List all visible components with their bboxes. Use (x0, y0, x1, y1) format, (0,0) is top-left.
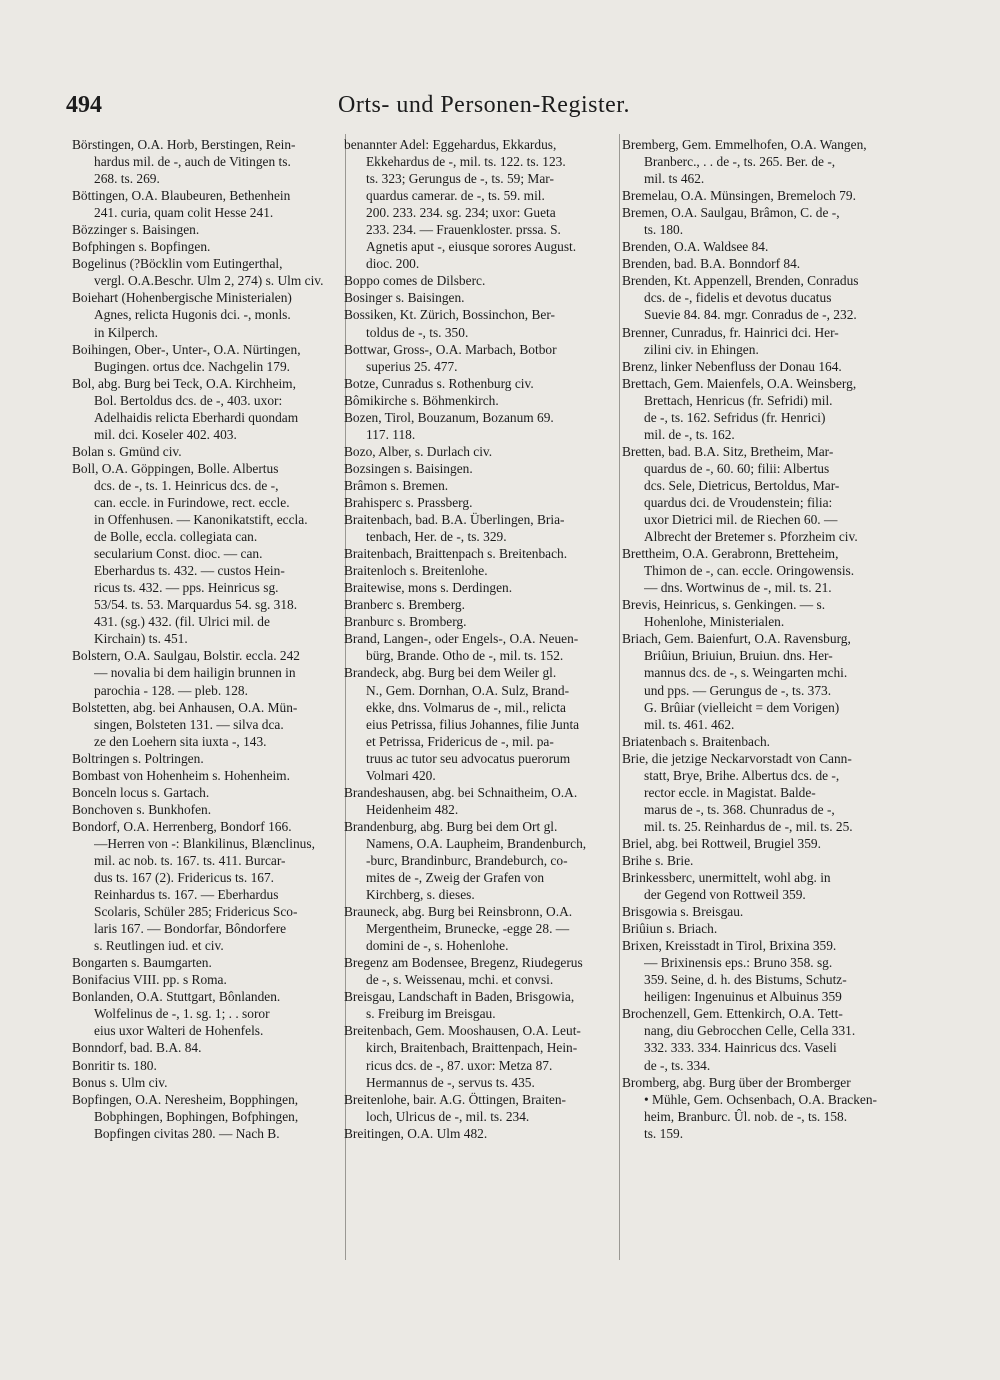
index-entry-line: dioc. 200. (366, 256, 420, 272)
index-entry-line: vergl. O.A.Beschr. Ulm 2, 274) s. Ulm civ. (94, 273, 324, 289)
index-entry (72, 647, 340, 698)
index-entry-line: Bossiken, Kt. Zürich, Bossinchon, Ber- (344, 307, 555, 323)
index-entry-line: Brenden, Kt. Appenzell, Brenden, Conradus (622, 273, 859, 289)
index-entry-line: Brenden, bad. B.A. Bonndorf 84. (622, 256, 801, 272)
index-entry-line: Brahisperc s. Prassberg. (344, 494, 473, 510)
index-entry (622, 937, 912, 1005)
index-entry (72, 136, 340, 187)
index-entry-line: quardus dci. de Vroudenstein; filia: (644, 494, 833, 510)
index-entry-line: heim, Branburc. Ûl. nob. de -, ts. 158. (644, 1108, 848, 1124)
index-entry-line: Breitingen, O.A. Ulm 482. (344, 1125, 488, 1141)
index-entry (344, 375, 614, 392)
index-entry-line: ts. 159. (644, 1125, 684, 1141)
index-entry-line: ze den Loehern sita iuxta -, 143. (94, 733, 267, 749)
index-entry (72, 443, 340, 460)
index-entry-line: in Offenhusen. — Kanonikatstift, eccla. (94, 512, 308, 528)
index-entry-line: dus ts. 167 (2). Fridericus ts. 167. (94, 870, 275, 886)
index-entry-line: Bonndorf, bad. B.A. 84. (72, 1040, 202, 1056)
index-entry (622, 324, 912, 358)
index-entry (72, 699, 340, 750)
index-entry (72, 1074, 340, 1091)
index-entry (344, 409, 614, 443)
page-header (66, 92, 932, 126)
index-entry (72, 238, 340, 255)
index-entry (344, 136, 614, 272)
index-entry-line: Bolstern, O.A. Saulgau, Bolstir. eccla. 242 (72, 648, 300, 664)
index-entry-line: Brenz, linker Nebenfluss der Donau 164. (622, 358, 842, 374)
index-column-right (622, 136, 912, 1142)
index-entry-line: s. Freiburg im Breisgau. (366, 1006, 496, 1022)
index-entry-line: Briel, abg. bei Rottweil, Brugiel 359. (622, 835, 821, 851)
index-entry-line: 241. curia, quam colit Hesse 241. (94, 205, 274, 221)
index-entry-line: benannter Adel: Eggehardus, Ekkardus, (344, 137, 557, 152)
index-entry-line: mil. ts 462. (644, 171, 705, 187)
index-entry (622, 903, 912, 920)
index-entry-line: Wolfelinus de -, 1. sg. 1; . . soror (94, 1006, 270, 1022)
index-entry-line: in Kilperch. (94, 324, 158, 340)
index-entry-line: Brie, die jetzige Neckarvorstadt von Cann- (622, 750, 852, 766)
index-entry (622, 920, 912, 937)
index-entry-line: hardus mil. de -, auch de Vitingen ts. (94, 154, 291, 170)
index-entry-line: Bonceln locus s. Gartach. (72, 784, 210, 800)
index-entry (344, 494, 614, 511)
index-entry-line: N., Gem. Dornhan, O.A. Sulz, Brand- (366, 682, 570, 698)
index-entry-line: Bremelau, O.A. Münsingen, Bremeloch 79. (622, 188, 856, 204)
index-entry-line: Reinhardus ts. 167. — Eberhardus (94, 887, 279, 903)
index-entry-line: marus de -, ts. 368. Chunradus de -, (644, 801, 835, 817)
index-entry-line: Brettach, Gem. Maienfels, O.A. Weinsberg, (622, 375, 857, 391)
index-entry (72, 460, 340, 648)
index-entry-line: Brinkessberc, unermittelt, wohl abg. in (622, 870, 831, 886)
index-entry (344, 562, 614, 579)
index-entry-line: bürg, Brande. Otho de -, mil. ts. 152. (366, 648, 564, 664)
index-entry-line: Bolan s. Gmünd civ. (72, 443, 182, 459)
index-entry-line: Brandenburg, abg. Burg bei dem Ort gl. (344, 818, 558, 834)
index-entry-line: Boltringen s. Poltringen. (72, 750, 204, 766)
index-entry (344, 341, 614, 375)
index-entry-line: Bonritir ts. 180. (72, 1057, 157, 1073)
index-entry-line: nang, diu Gebrocchen Celle, Cella 331. (644, 1023, 856, 1039)
index-entry-line: toldus de -, ts. 350. (366, 324, 469, 340)
index-entry (344, 306, 614, 340)
index-entry-line: quardus camerar. de -, ts. 59. mil. (366, 188, 545, 204)
index-entry-line: -burc, Brandinburc, Brandeburch, co- (366, 852, 568, 868)
index-entry-line: de Bolle, eccla. collegiata can. (94, 529, 258, 545)
index-entry (344, 613, 614, 630)
index-entry (622, 255, 912, 272)
index-entry-line: Bremberg, Gem. Emmelhofen, O.A. Wangen, (622, 137, 867, 152)
index-entry-line: — Brixinensis eps.: Bruno 358. sg. (644, 955, 833, 971)
index-entry (72, 784, 340, 801)
index-entry (72, 954, 340, 971)
index-entry (72, 341, 340, 375)
index-entry-line: Bogelinus (?Böcklin vom Eutingerthal, (72, 256, 283, 272)
index-entry-line: Breisgau, Landschaft in Baden, Brisgowia, (344, 989, 575, 1005)
index-entry (72, 187, 340, 221)
index-entry-line: uxor Dietrici mil. de Riechen 60. — (644, 512, 838, 528)
index-entry-line: Braitewise, mons s. Derdingen. (344, 580, 513, 596)
index-entry-line: domini de -, s. Hohenlohe. (366, 938, 509, 954)
index-entry (622, 1005, 912, 1073)
index-entry-line: Brettheim, O.A. Gerabronn, Bretteheim, (622, 546, 839, 562)
index-entry-line: Kirchain) ts. 451. (94, 631, 188, 647)
index-entry-line: ricus dcs. de -, 87. uxor: Metza 87. (366, 1057, 553, 1073)
index-entry-line: Bolstetten, abg. bei Anhausen, O.A. Mün- (72, 699, 298, 715)
index-entry-line: Bol, abg. Burg bei Teck, O.A. Kirchheim, (72, 375, 296, 391)
index-entry-line: Namens, O.A. Laupheim, Brandenburch, (366, 835, 587, 851)
index-entry (344, 630, 614, 664)
index-entry (344, 1022, 614, 1090)
index-entry-line: Brandeshausen, abg. bei Schnaitheim, O.A. (344, 784, 578, 800)
index-entry-line: Boppo comes de Dilsberc. (344, 273, 486, 289)
index-entry-line: Bômikirche s. Böhmenkirch. (344, 392, 499, 408)
index-entry-line: Böttingen, O.A. Blaubeuren, Bethenhein (72, 188, 291, 204)
index-entry-line: Brixen, Kreisstadt in Tirol, Brixina 359. (622, 938, 837, 954)
index-entry (344, 954, 614, 988)
index-entry-line: Mergentheim, Brunecke, -egge 28. — (366, 921, 570, 937)
index-entry (344, 988, 614, 1022)
index-entry (622, 272, 912, 323)
index-entry (72, 221, 340, 238)
index-entry (622, 835, 912, 852)
index-entry-line: G. Brûiar (vielleicht = dem Vorigen) (644, 699, 840, 715)
index-entry-line: singen, Bolsteten 131. — silva dca. (94, 716, 284, 732)
index-entry (344, 579, 614, 596)
index-entry-line: Bonlanden, O.A. Stuttgart, Bônlanden. (72, 989, 281, 1005)
index-entry (622, 187, 912, 204)
index-entry-line: zilini civ. in Ehingen. (644, 341, 759, 357)
index-entry-line: Kirchberg, s. dieses. (366, 887, 475, 903)
index-entry (622, 443, 912, 545)
index-entry-line: Branberc s. Bremberg. (344, 597, 465, 613)
index-entry-line: Adelhaidis relicta Eberhardi quondam (94, 409, 299, 425)
index-entry-line: 53/54. ts. 53. Marquardus 54. sg. 318. (94, 597, 298, 613)
index-entry-line: Bretten, bad. B.A. Sitz, Bretheim, Mar- (622, 443, 834, 459)
index-entry-line: ricus ts. 432. — pps. Heinricus sg. (94, 580, 279, 596)
index-entry-line: ts. 323; Gerungus de -, ts. 59; Mar- (366, 171, 554, 187)
index-entry-line: Eberhardus ts. 432. — custos Hein- (94, 563, 285, 579)
index-entry-line: Brevis, Heinricus, s. Genkingen. — s. (622, 597, 826, 613)
index-entry-line: dcs. de -, fidelis et devotus ducatus (644, 290, 832, 306)
index-entry (72, 801, 340, 818)
index-entry (344, 545, 614, 562)
index-entry-line: 431. (sg.) 432. (fil. Ulrici mil. de (94, 614, 270, 630)
index-entry-line: Braitenloch s. Breitenlohe. (344, 563, 488, 579)
index-entry-line: Bofphingen s. Bopfingen. (72, 239, 211, 255)
index-entry (622, 596, 912, 630)
index-entry (72, 767, 340, 784)
index-entry-line: und pps. — Gerungus de -, ts. 373. (644, 682, 832, 698)
index-entry-line: Bromberg, abg. Burg über der Bromberger (622, 1074, 851, 1090)
index-entry-line: 117. 118. (366, 426, 416, 442)
index-entry-line: Boiehart (Hohenbergische Ministerialen) (72, 290, 292, 306)
index-entry-line: heiligen: Ingenuinus et Albuinus 359 (644, 989, 842, 1005)
index-entry-line: —Herren von -: Blankilinus, Blænclinus, (94, 835, 315, 851)
index-entry (72, 750, 340, 767)
index-entry-line: Brâmon s. Bremen. (344, 477, 449, 493)
index-column-left (72, 136, 340, 1142)
index-entry-line: tenbach, Her. de -, ts. 329. (366, 529, 507, 545)
index-entry-line: Albrecht der Bretemer s. Pforzheim civ. (644, 529, 858, 545)
index-entry-line: 268. ts. 269. (94, 171, 160, 187)
index-entry (72, 818, 340, 954)
index-entry-line: Bondorf, O.A. Herrenberg, Bondorf 166. (72, 818, 292, 834)
index-entry-line: Bozen, Tirol, Bouzanum, Bozanum 69. (344, 409, 554, 425)
index-entry-line: mites de -, Zweig der Grafen von (366, 870, 545, 886)
index-entry (72, 289, 340, 340)
index-entry-line: mil. dci. Koseler 402. 403. (94, 426, 237, 442)
index-entry-line: s. Reutlingen iud. et civ. (94, 938, 224, 954)
index-entry-line: mil. ts. 25. Reinhardus de -, mil. ts. 25. (644, 818, 853, 834)
index-entry-line: Bosinger s. Baisingen. (344, 290, 465, 306)
index-entry (622, 136, 912, 187)
index-entry-line: eius Petrissa, filius Johannes, filie Junta (366, 716, 580, 732)
index-entry-line: Brand, Langen-, oder Engels-, O.A. Neuen- (344, 631, 579, 647)
index-entry (622, 733, 912, 750)
index-entry-line: quardus de -, 60. 60; filii: Albertus (644, 460, 830, 476)
index-entry (344, 818, 614, 903)
index-entry-line: loch, Ulricus de -, mil. ts. 234. (366, 1108, 530, 1124)
index-entry-line: mannus dcs. de -, s. Weingarten mchi. (644, 665, 848, 681)
index-entry-line: mil. ts. 461. 462. (644, 716, 735, 732)
index-entry-line: Breitenlohe, bair. A.G. Öttingen, Braiten- (344, 1091, 567, 1107)
index-entry-line: de -, ts. 162. Sefridus (fr. Henrici) (644, 409, 826, 425)
index-entry (344, 664, 614, 783)
index-entry (72, 1039, 340, 1056)
index-entry (72, 988, 340, 1039)
index-entry-line: ekke, dns. Volmarus de -, mil., relicta (366, 699, 566, 715)
index-entry-line: Brochenzell, Gem. Ettenkirch, O.A. Tett- (622, 1006, 843, 1022)
index-entry (622, 852, 912, 869)
index-entry (344, 784, 614, 818)
index-entry (72, 971, 340, 988)
index-entry-line: Briûiun, Briuiun, Bruiun. dns. Her- (644, 648, 833, 664)
index-entry-line: • Mühle, Gem. Ochsenbach, O.A. Bracken- (644, 1091, 878, 1107)
index-entry (622, 358, 912, 375)
index-entry-line: — novalia bi dem hailigin brunnen in (94, 665, 296, 681)
index-entry-line: laris 167. — Bondorfar, Bôndorfere (94, 921, 287, 937)
index-entry-line: Bonifacius VIII. pp. s Roma. (72, 972, 227, 988)
index-entry-line: Brandeck, abg. Burg bei dem Weiler gl. (344, 665, 557, 681)
index-entry-line: Breitenbach, Gem. Mooshausen, O.A. Leut- (344, 1023, 581, 1039)
index-entry-line: Bongarten s. Baumgarten. (72, 955, 212, 971)
index-entry-line: Botze, Cunradus s. Rothenburg civ. (344, 375, 534, 391)
column-rule (619, 134, 620, 1260)
index-entry-line: Bobphingen, Bophingen, Bofphingen, (94, 1108, 299, 1124)
index-entry-line: Bozo, Alber, s. Durlach civ. (344, 443, 493, 459)
index-entry (72, 375, 340, 443)
index-entry-line: 359. Seine, d. h. des Bistums, Schutz- (644, 972, 847, 988)
index-entry-line: Bonus s. Ulm civ. (72, 1074, 168, 1090)
index-entry-line: de -, ts. 334. (644, 1057, 711, 1073)
index-entry-line: superius 25. 477. (366, 358, 458, 374)
index-entry-line: 332. 333. 334. Hainricus dcs. Vaseli (644, 1040, 837, 1056)
index-entry-line: Bozsingen s. Baisingen. (344, 460, 473, 476)
index-entry-line: Branberc., . . de -, ts. 265. Ber. de -, (644, 154, 836, 170)
index-entry-line: Ekkehardus de -, mil. ts. 122. ts. 123. (366, 154, 566, 170)
index-entry-line: kirch, Braitenbach, Braittenpach, Hein- (366, 1040, 578, 1056)
index-entry-line: der Gegend von Rottweil 359. (644, 887, 806, 903)
index-entry (344, 903, 614, 954)
index-entry-line: Hermannus de -, servus ts. 435. (366, 1074, 535, 1090)
index-entry-line: ts. 180. (644, 222, 684, 238)
index-entry (344, 477, 614, 494)
index-entry-line: Thimon de -, can. eccle. Oringowensis. (644, 563, 855, 579)
index-entry-line: mil. ac nob. ts. 167. ts. 411. Burcar- (94, 852, 286, 868)
index-entry-line: de -, s. Weissenau, mchi. et convsi. (366, 972, 554, 988)
index-entry-line: can. eccle. in Furindowe, rect. eccle. (94, 494, 290, 510)
index-entry-line: — dns. Wortwinus de -, mil. ts. 21. (644, 580, 832, 596)
index-entry-line: Brisgowia s. Breisgau. (622, 904, 744, 920)
index-entry-line: Hohenlohe, Ministerialen. (644, 614, 785, 630)
index-entry-line: mil. de -, ts. 162. (644, 426, 735, 442)
index-entry-line: Brenner, Cunradus, fr. Hainrici dci. Her- (622, 324, 839, 340)
index-entry-line: Bremen, O.A. Saulgau, Brâmon, C. de -, (622, 205, 840, 221)
index-entry-line: Brenden, O.A. Waldsee 84. (622, 239, 769, 255)
index-entry (622, 1074, 912, 1142)
index-entry-line: Agnes, relicta Hugonis dci. -, monls. (94, 307, 291, 323)
index-entry-line: Braitenbach, bad. B.A. Überlingen, Bria- (344, 512, 565, 528)
index-entry-line: Brihe s. Brie. (622, 852, 694, 868)
index-entry-line: Briach, Gem. Baienfurt, O.A. Ravensburg, (622, 631, 851, 647)
index-entry (344, 511, 614, 545)
index-entry-line: Brettach, Henricus (fr. Sefridi) mil. (644, 392, 833, 408)
index-entry-line: Branburc s. Bromberg. (344, 614, 467, 630)
index-entry-line: truus ac tutor seu advocatus puerorum (366, 750, 571, 766)
index-entry (344, 289, 614, 306)
index-entry-line: dcs. Sele, Dietricus, Bertoldus, Mar- (644, 477, 840, 493)
index-entry-line: Volmari 420. (366, 767, 436, 783)
index-entry-line: Börstingen, O.A. Horb, Berstingen, Rein- (72, 137, 296, 152)
index-entry-line: Boll, O.A. Göppingen, Bolle. Albertus (72, 460, 279, 476)
index-entry-line: Bombast von Hohenheim s. Hohenheim. (72, 767, 290, 783)
index-entry-line: secularium Const. dioc. — can. (94, 546, 263, 562)
index-entry-line: et Petrissa, Fridericus de -, mil. pa- (366, 733, 554, 749)
index-entry-line: Heidenheim 482. (366, 801, 459, 817)
index-entry-line: Bregenz am Bodensee, Bregenz, Riudegerus (344, 955, 583, 971)
index-entry (72, 1091, 340, 1142)
index-entry (622, 630, 912, 732)
index-entry (344, 596, 614, 613)
index-entry-line: Braitenbach, Braittenpach s. Breitenbach. (344, 546, 568, 562)
index-entry-line: Bol. Bertoldus dcs. de -, 403. uxor: (94, 392, 283, 408)
running-title: Orts- und Personen-Register. (338, 92, 630, 118)
index-entry-line: rector eccle. in Magistat. Balde- (644, 784, 816, 800)
index-entry-line: Bottwar, Gross-, O.A. Marbach, Botbor (344, 341, 557, 357)
index-entry-line: statt, Brye, Brihe. Albertus dcs. de -, (644, 767, 840, 783)
index-entry-line: Agnetis aput -, eiusque sorores August. (366, 239, 577, 255)
index-entry (622, 545, 912, 596)
index-entry (344, 272, 614, 289)
index-entry (344, 443, 614, 460)
index-entry-line: eius uxor Walteri de Hohenfels. (94, 1023, 264, 1039)
index-entry-line: 233. 234. — Frauenkloster. prssa. S. (366, 222, 561, 238)
index-column-middle (344, 136, 614, 1142)
index-entry (622, 238, 912, 255)
index-entry (622, 375, 912, 443)
index-entry-line: Briatenbach s. Braitenbach. (622, 733, 770, 749)
index-entry (344, 1091, 614, 1125)
index-entry (344, 392, 614, 409)
index-entry-line: 200. 233. 234. sg. 234; uxor: Gueta (366, 205, 556, 221)
index-entry (622, 750, 912, 835)
index-entry-line: Scolaris, Schüler 285; Fridericus Sco- (94, 904, 298, 920)
index-entry-line: dcs. de -, ts. 1. Heinricus dcs. de -, (94, 477, 279, 493)
index-entry-line: Briûiun s. Briach. (622, 921, 718, 937)
index-entry-line: Suevie 84. 84. mgr. Conradus de -, 232. (644, 307, 857, 323)
index-entry (622, 869, 912, 903)
index-entry-line: Boihingen, Ober-, Unter-, O.A. Nürtingen, (72, 341, 301, 357)
index-entry-line: Brauneck, abg. Burg bei Reinsbronn, O.A. (344, 904, 573, 920)
index-entry (72, 1057, 340, 1074)
index-entry-line: Bonchoven s. Bunkhofen. (72, 801, 212, 817)
index-entry (622, 204, 912, 238)
index-entry-line: Bugingen. ortus dce. Nachgelin 179. (94, 358, 290, 374)
index-entry-line: Bopfingen civitas 280. — Nach B. (94, 1125, 280, 1141)
index-entry (72, 255, 340, 289)
index-entry (344, 1125, 614, 1142)
index-entry (344, 460, 614, 477)
index-entry-line: Bözzinger s. Baisingen. (72, 222, 200, 238)
index-entry-line: parochia - 128. — pleb. 128. (94, 682, 248, 698)
index-entry-line: Bopfingen, O.A. Neresheim, Bopphingen, (72, 1091, 299, 1107)
page-number: 494 (66, 92, 102, 118)
